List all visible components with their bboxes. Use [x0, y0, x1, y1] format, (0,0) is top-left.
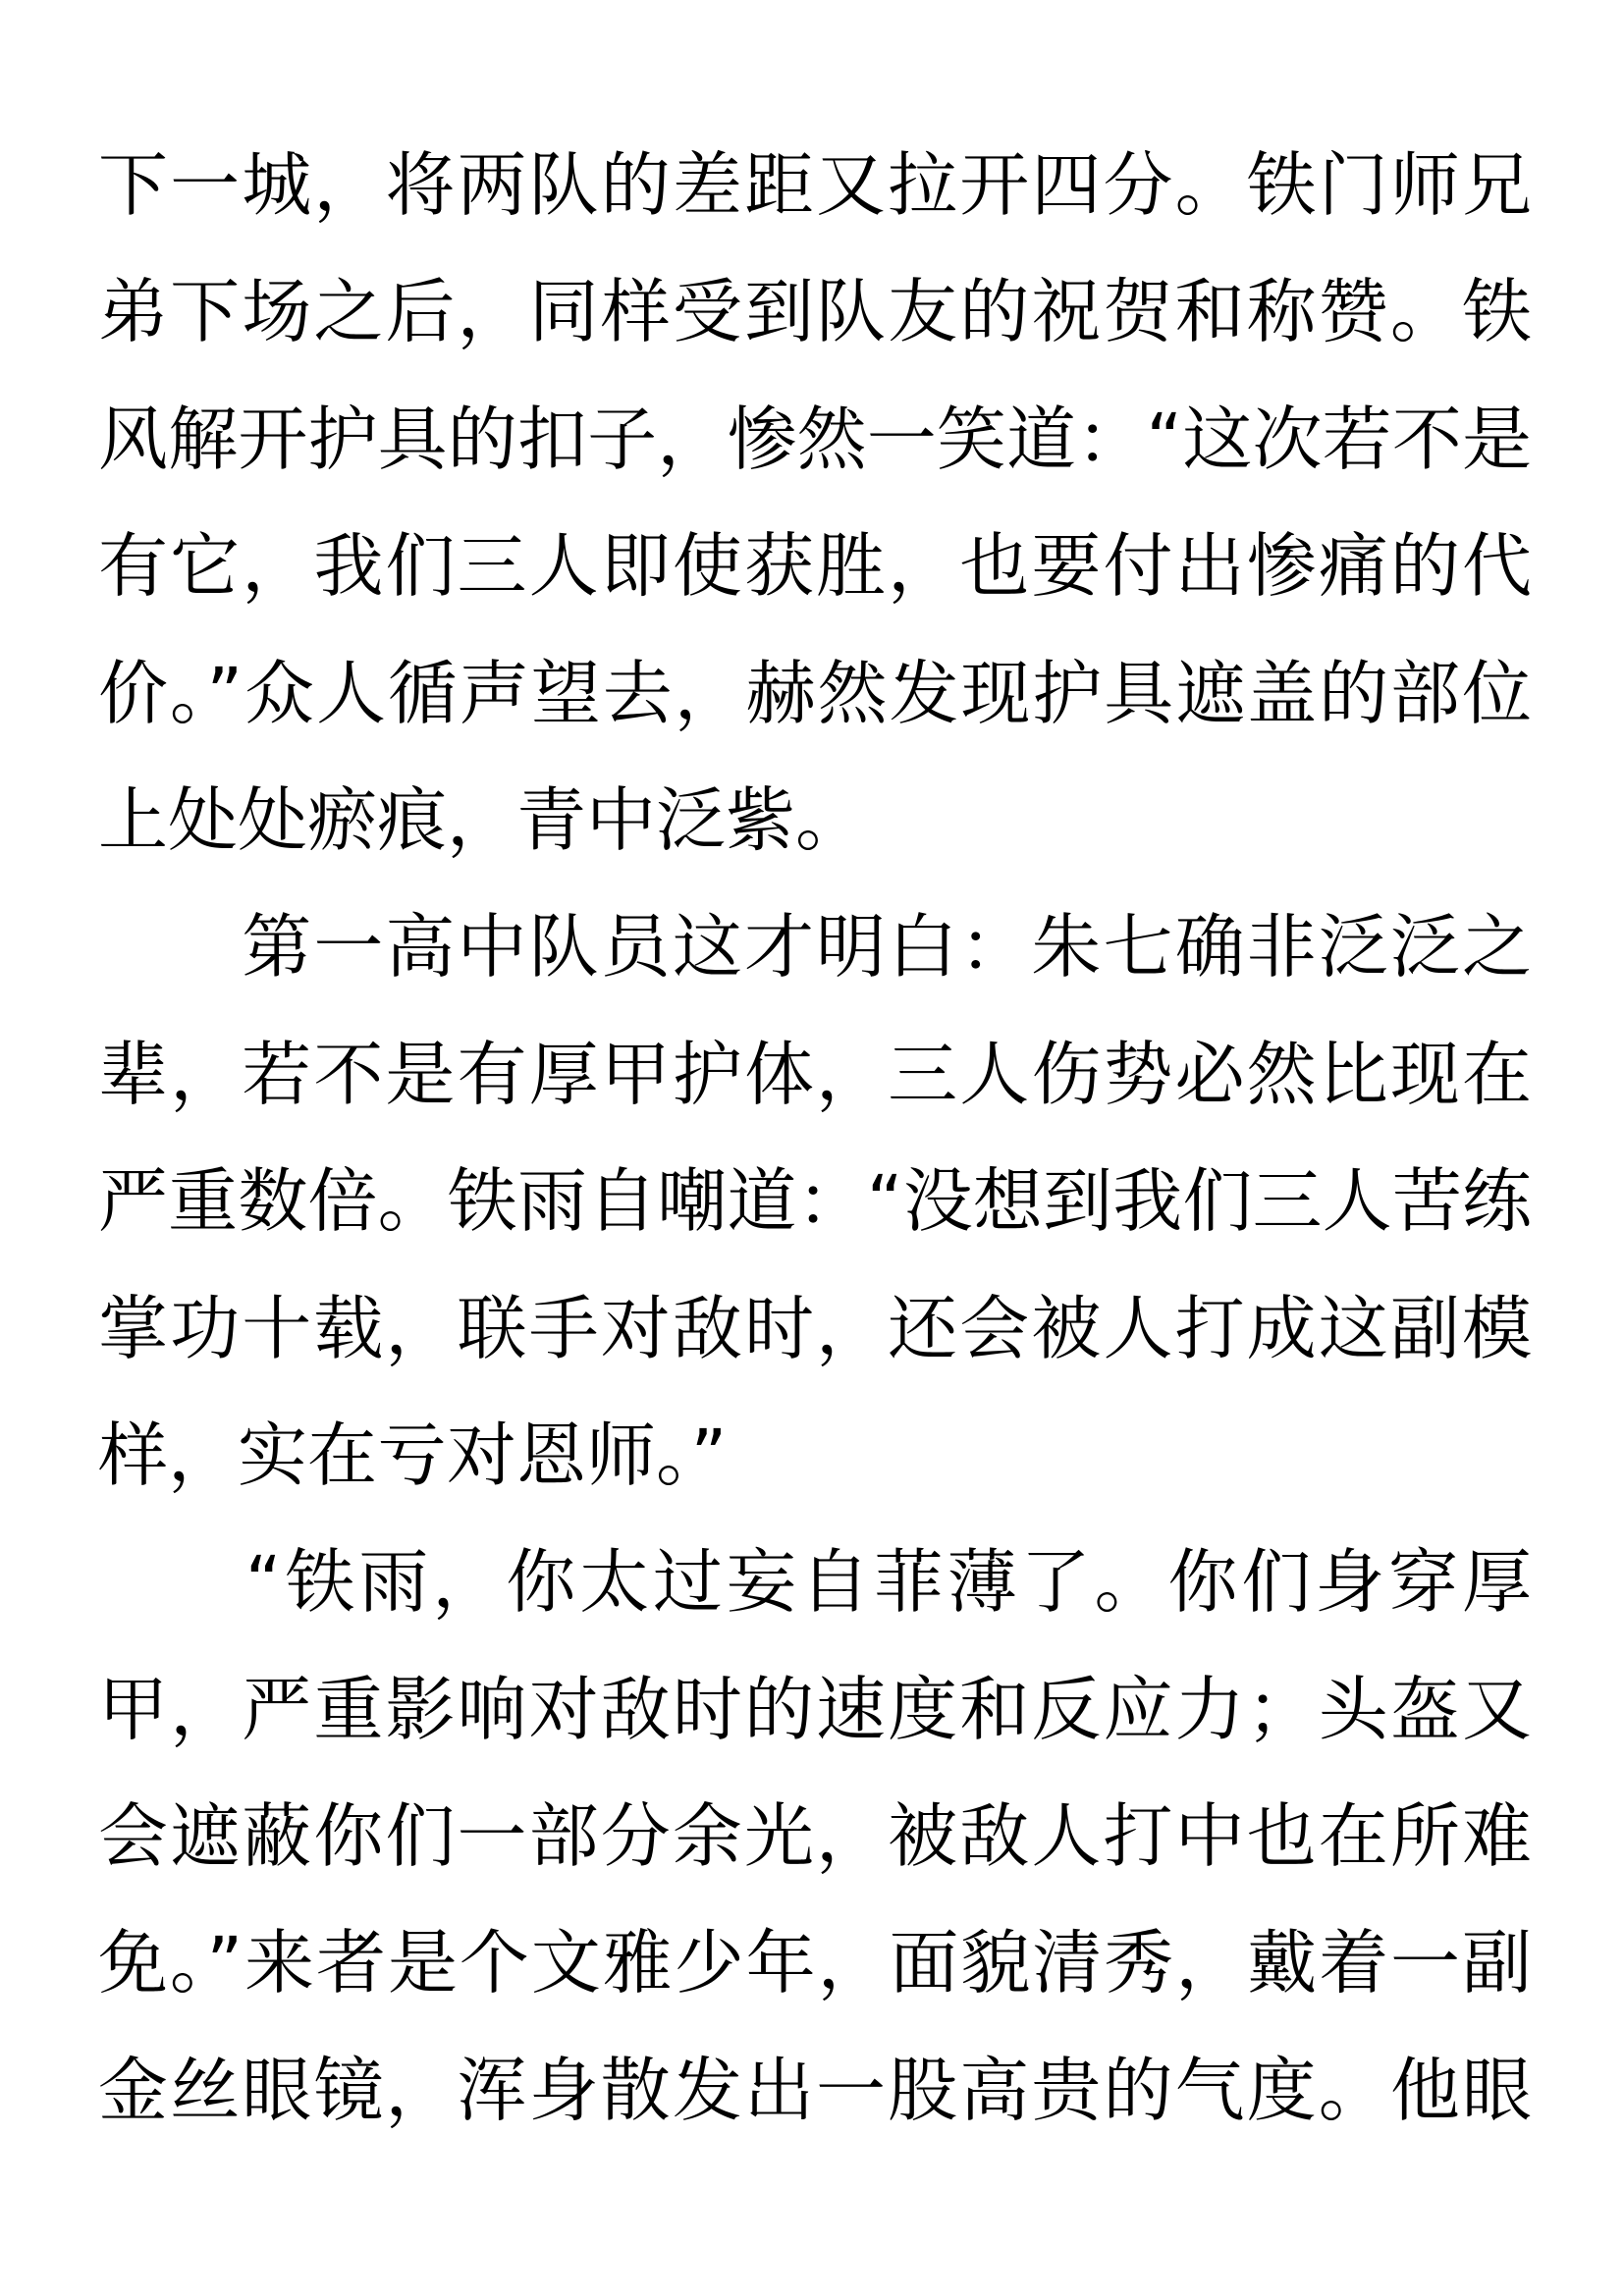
text-line: 免。”来者是个文雅少年，面貌清秀，戴着一副 — [98, 1922, 1532, 2004]
text-line: 价。”众人循声望去，赫然发现护具遮盖的部位 — [98, 652, 1532, 734]
text-line: 有它，我们三人即使获胜，也要付出惨痛的代 — [98, 525, 1532, 608]
text-line: 金丝眼镜，浑身散发出一股高贵的气度。他眼 — [98, 2049, 1532, 2131]
text-line: 样，实在亏对恩师。” — [98, 1414, 728, 1496]
text-line: “铁雨，你太过妄自菲薄了。你们身穿厚 — [98, 1541, 1532, 1624]
text-line: 风解开护具的扣子，惨然一笑道：“这次若不是 — [98, 398, 1532, 480]
body-text — [98, 122, 1532, 2154]
text-line: 辈，若不是有厚甲护体，三人伤势必然比现在 — [98, 1033, 1532, 1115]
text-line: 弟下场之后，同样受到队友的祝贺和称赞。铁 — [98, 271, 1532, 353]
text-line: 严重数倍。铁雨自嘲道：“没想到我们三人苦练 — [98, 1160, 1532, 1243]
text-line: 下一城，将两队的差距又拉开四分。铁门师兄 — [98, 144, 1532, 226]
text-line: 会遮蔽你们一部分余光，被敌人打中也在所难 — [98, 1795, 1532, 1878]
text-line: 掌功十载，联手对敌时，还会被人打成这副模 — [98, 1287, 1532, 1369]
text-line: 甲，严重影响对敌时的速度和反应力；头盔又 — [98, 1668, 1532, 1750]
text-line: 上处处瘀痕，青中泛紫。 — [98, 778, 866, 861]
text-line: 第一高中队员这才明白：朱七确非泛泛之 — [98, 906, 1532, 988]
